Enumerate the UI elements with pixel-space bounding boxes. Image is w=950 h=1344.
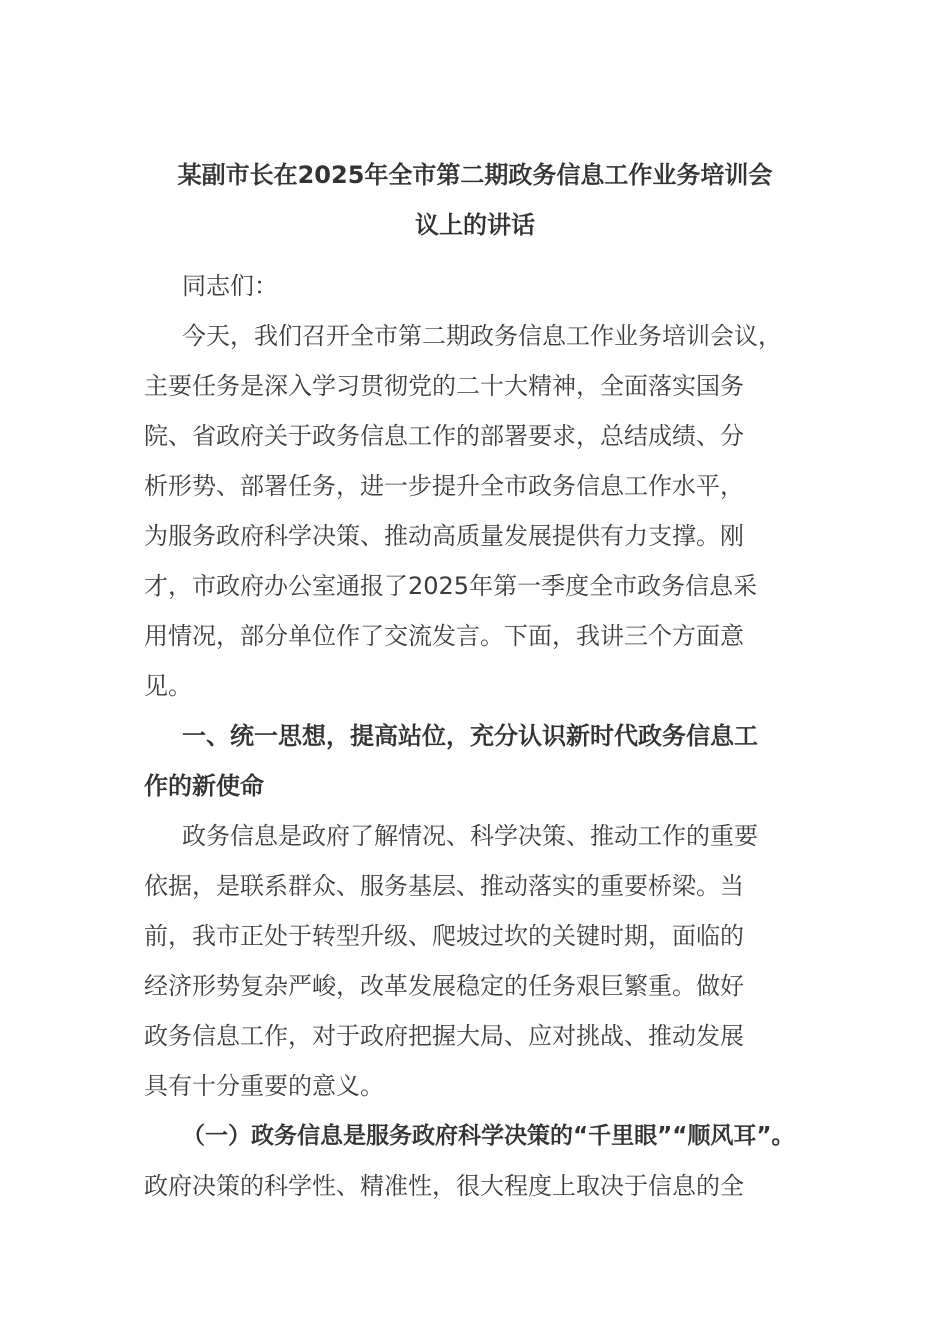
text-line: 前，我市正处于转型升级、爬坡过坎的关键时期，面临的 — [144, 922, 744, 950]
text-line: 院、省政府关于政务信息工作的部署要求，总结成绩、分 — [144, 422, 744, 450]
text-line: 政府决策的科学性、精准性，很大程度上取决于信息的全 — [144, 1172, 744, 1200]
salutation: 同志们： — [182, 272, 278, 300]
text-line: 今天，我们召开全市第二期政务信息工作业务培训会议， — [182, 322, 782, 350]
text-line: 政务信息工作，对于政府把握大局、应对挑战、推动发展 — [144, 1022, 744, 1050]
title-line: 某副市长在2025年全市第二期政务信息工作业务培训会 — [177, 161, 773, 189]
text-line: 依据，是联系群众、服务基层、推动落实的重要桥梁。当 — [144, 872, 744, 900]
heading-line: 作的新使命 — [144, 772, 264, 800]
text-line: 主要任务是深入学习贯彻党的二十大精神，全面落实国务 — [144, 372, 744, 400]
text-line: 才，市政府办公室通报了2025年第一季度全市政务信息采 — [144, 572, 758, 600]
text-line: 析形势、部署任务，进一步提升全市政务信息工作水平， — [144, 472, 744, 500]
document-title — [130, 150, 820, 250]
title-line: 议上的讲话 — [415, 211, 535, 239]
text-line: 经济形势复杂严峻，改革发展稳定的任务艰巨繁重。做好 — [144, 972, 744, 1000]
text-line: 为服务政府科学决策、推动高质量发展提供有力支撑。刚 — [144, 522, 744, 550]
text-line: 具有十分重要的意义。 — [144, 1072, 384, 1100]
text-line: 用情况，部分单位作了交流发言。下面，我讲三个方面意 — [144, 622, 744, 650]
heading-line: 一、统一思想，提高站位，充分认识新时代政务信息工 — [182, 722, 758, 750]
subheading-1: （一）政务信息是服务政府科学决策的“千里眼”“顺风耳”。 — [182, 1123, 795, 1149]
text-line: 见。 — [144, 672, 192, 700]
text-line: 政务信息是政府了解情况、科学决策、推动工作的重要 — [182, 822, 758, 850]
